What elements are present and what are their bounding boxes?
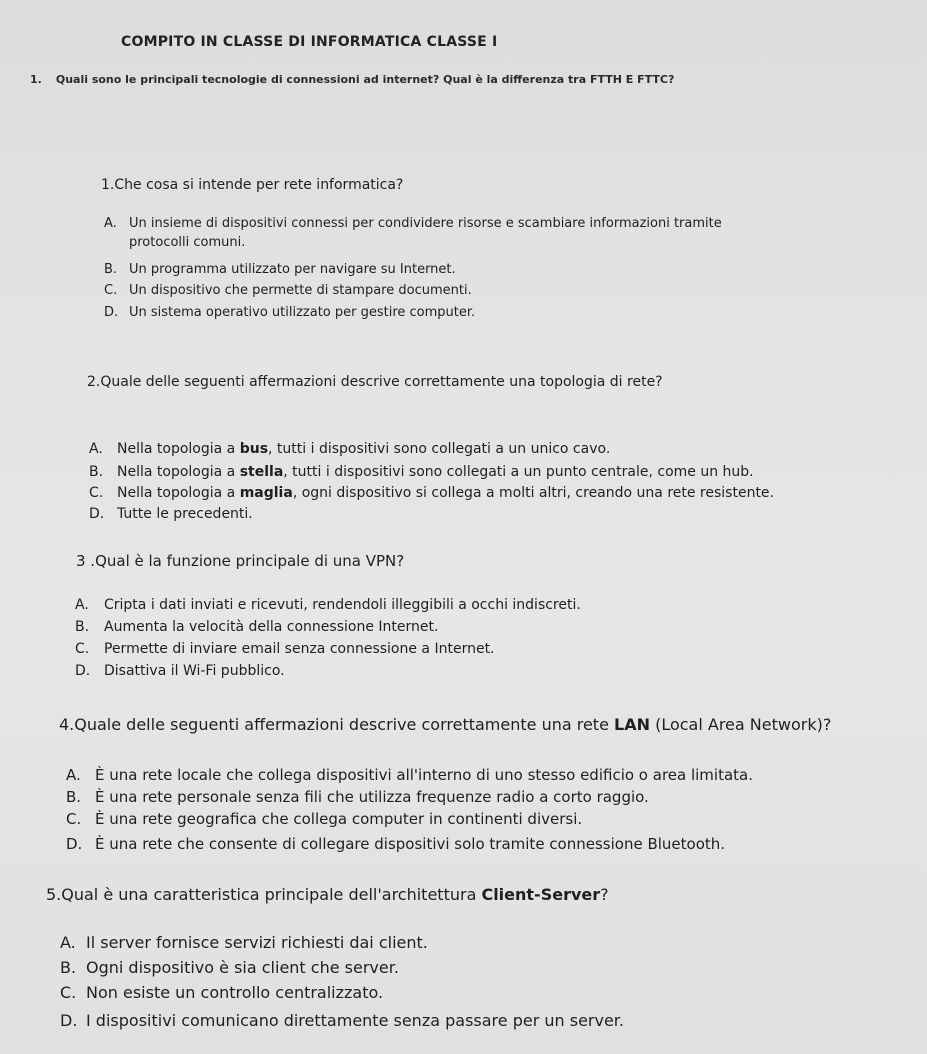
question-1-option-c — [104, 283, 472, 298]
option-letter: D. — [104, 305, 119, 320]
option-letter: B. — [104, 262, 118, 277]
question-2-option-b — [89, 464, 754, 480]
option-letter: B. — [66, 788, 82, 806]
question-text-post: (Local Area Network)? — [649, 715, 832, 734]
option-text: È una rete che consente di collegare dispositivi solo tramite connessione Bluetooth. — [95, 835, 726, 853]
intro-question — [30, 73, 674, 86]
option-letter: A. — [104, 216, 117, 231]
option-text-post: , tutti i dispositivi sono collegati a un punto centrale, come un hub. — [283, 464, 754, 480]
question-3-option-c — [75, 641, 495, 657]
question-term-bold: Client-Server — [481, 885, 601, 904]
question-3: 3 .Qual è la funzione principale di una VPN? — [76, 552, 405, 570]
exam-title: COMPITO IN CLASSE DI INFORMATICA CLASSE I — [121, 34, 498, 50]
option-text: Cripta i dati inviati e ricevuti, rendendoli illeggibili a occhi indiscreti. — [104, 597, 581, 613]
option-term-bold: bus — [239, 441, 269, 457]
option-text-post: , tutti i dispositivi sono collegati a un unico cavo. — [268, 441, 611, 457]
option-letter: A. — [89, 441, 103, 457]
option-letter: A. — [75, 597, 89, 613]
option-text: Un insieme di dispositivi connessi per condividere risorse e scambiare informazioni tramite — [129, 216, 722, 231]
option-letter: D. — [66, 835, 83, 853]
option-text-pre: Nella topologia a — [117, 464, 240, 480]
question-2-option-d — [89, 506, 253, 522]
question-4-option-c — [66, 810, 582, 828]
option-letter: D. — [60, 1011, 78, 1030]
question-text-post: ? — [600, 885, 609, 904]
option-text-pre: Nella topologia a — [117, 441, 240, 457]
question-1-option-b — [104, 262, 456, 277]
question-5-option-b — [60, 958, 399, 977]
option-text: Non esiste un controllo centralizzato. — [86, 983, 384, 1002]
question-1: 1.Che cosa si intende per rete informatica? — [101, 177, 404, 193]
option-term-bold: maglia — [239, 485, 293, 501]
option-letter: B. — [60, 958, 77, 977]
option-text: È una rete personale senza fili che utilizza frequenze radio a corto raggio. — [95, 788, 649, 806]
question-1-option-a — [104, 216, 722, 231]
option-text: Tutte le precedenti. — [117, 506, 253, 522]
option-text: Il server fornisce servizi richiesti dai client. — [86, 933, 428, 952]
option-text: Aumenta la velocità della connessione Internet. — [104, 619, 439, 635]
option-text: Un programma utilizzato per navigare su Internet. — [129, 262, 456, 277]
question-5-option-a — [60, 933, 428, 952]
option-letter: D. — [89, 506, 105, 522]
option-text: È una rete geografica che collega computer in continenti diversi. — [95, 810, 583, 828]
option-text: Ogni dispositivo è sia client che server. — [86, 958, 399, 977]
question-4-option-b — [66, 788, 649, 806]
option-letter: B. — [75, 619, 90, 635]
question-text-pre: 4.Quale delle seguenti affermazioni descrive correttamente una rete — [59, 715, 615, 734]
option-text: I dispositivi comunicano direttamente senza passare per un server. — [86, 1011, 624, 1030]
question-5-option-c — [60, 983, 383, 1002]
option-letter: C. — [89, 485, 104, 501]
question-4 — [59, 715, 831, 734]
option-text-pre: Nella topologia a — [117, 485, 240, 501]
option-text: Disattiva il Wi-Fi pubblico. — [104, 663, 285, 679]
question-2-option-c — [89, 485, 774, 501]
option-letter: C. — [66, 810, 82, 828]
question-text-pre: 5.Qual è una caratteristica principale dell'architettura — [46, 885, 482, 904]
option-text: Un sistema operativo utilizzato per gestire computer. — [129, 305, 476, 320]
question-1-option-d — [104, 305, 475, 320]
question-1-option-a-continuation: protocolli comuni. — [129, 235, 246, 250]
option-text-post: , ogni dispositivo si collega a molti altri, creando una rete resistente. — [292, 485, 774, 501]
option-text: Un dispositivo che permette di stampare documenti. — [129, 283, 472, 298]
option-text: È una rete locale che collega dispositivi all'interno di uno stesso edificio o area limitata. — [95, 766, 754, 784]
question-4-option-d — [66, 835, 725, 853]
question-3-option-b — [75, 619, 438, 635]
question-5-option-d — [60, 1011, 624, 1030]
question-5 — [46, 885, 609, 904]
option-letter: C. — [60, 983, 77, 1002]
option-term-bold: stella — [239, 464, 284, 480]
question-2: 2.Quale delle seguenti affermazioni descrive correttamente una topologia di rete? — [87, 374, 663, 390]
option-letter: C. — [104, 283, 118, 298]
option-letter: A. — [66, 766, 81, 784]
option-text: Permette di inviare email senza connessione a Internet. — [104, 641, 495, 657]
question-2-option-a — [89, 441, 610, 457]
option-letter: A. — [60, 933, 76, 952]
intro-question-number: 1. — [30, 73, 42, 86]
option-letter: B. — [89, 464, 104, 480]
question-4-option-a — [66, 766, 753, 784]
option-letter: C. — [75, 641, 90, 657]
option-letter: D. — [75, 663, 91, 679]
question-3-option-a — [75, 597, 581, 613]
question-term-bold: LAN — [614, 715, 650, 734]
question-3-option-d — [75, 663, 285, 679]
intro-question-text: Quali sono le principali tecnologie di connessioni ad internet? Qual è la differenza tra FTTH E FTTC? — [55, 73, 675, 86]
